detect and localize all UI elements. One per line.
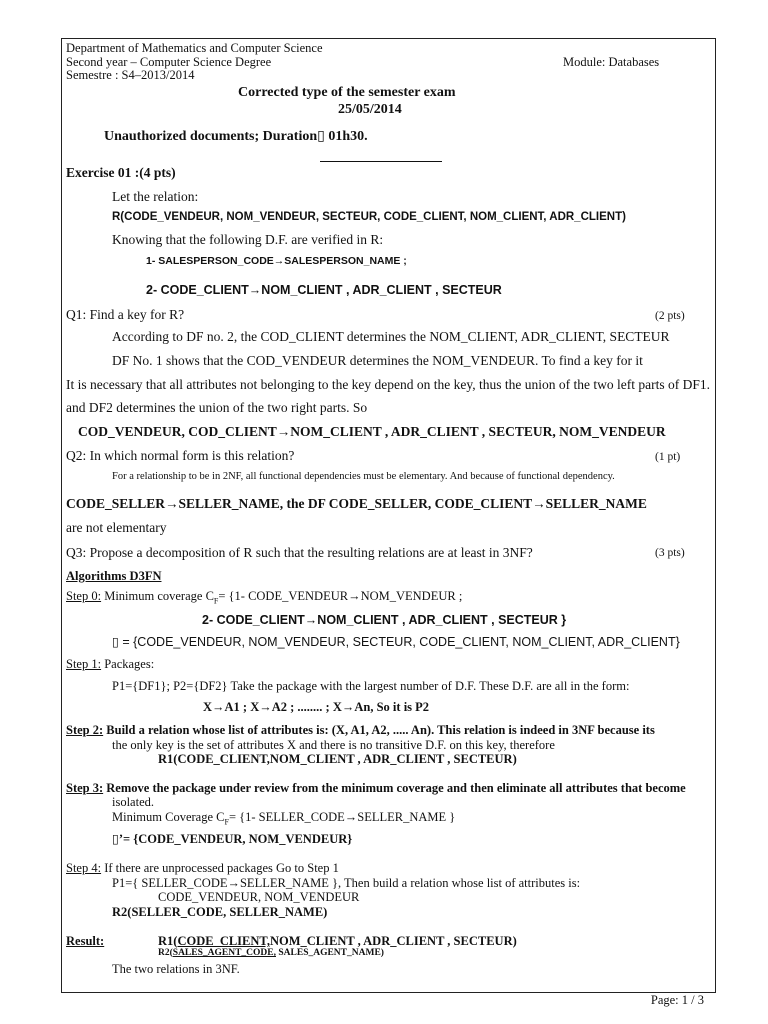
result-r2 (158, 949, 384, 959)
step4-line (66, 862, 339, 875)
step3-coverage-text: Minimum Coverage C (112, 810, 225, 824)
step4-text: If there are unprocessed packages Go to Step 1 (101, 861, 339, 875)
q1-answer-2: DF No. 1 shows that the COD_VENDEUR determines the NOM_VENDEUR. To find a key for it (112, 353, 643, 368)
step3-line (66, 782, 686, 795)
step3-isolated: isolated. (112, 795, 155, 809)
q1-question: Q1: Find a key for R? (66, 307, 185, 322)
step0-subscript: F (213, 596, 219, 606)
exercise-knowing: Knowing that the following D.F. are verified in R: (112, 232, 384, 247)
module-text: Module: Databases (563, 55, 660, 69)
step4-attributes: CODE_VENDEUR, NOM_VENDEUR (158, 890, 360, 904)
q2-answer-2: CODE_SELLER→SELLER_NAME, the DF CODE_SELLER, CODE_CLIENT→SELLER_NAME (66, 496, 647, 511)
page-number: Page: 1 / 3 (650, 993, 704, 1007)
title-separator (320, 161, 442, 162)
q3-points: (3 pts) (655, 547, 685, 559)
exercise-let: Let the relation: (112, 189, 199, 204)
step3-text: Remove the package under review from the minimum coverage and then eliminate all attributes that become (103, 781, 686, 795)
step4-packages: P1={ SELLER_CODE→SELLER_NAME }, Then build a relation whose list of attributes is: (112, 876, 581, 890)
result-label: Result: (66, 934, 105, 948)
q1-answer-1: According to DF no. 2, the COD_CLIENT determines the NOM_CLIENT, ADR_CLIENT, SECTEUR (112, 329, 670, 344)
exam-rules: Unauthorized documents; Duration▯ 01h30. (104, 129, 368, 144)
q1-points: (2 pts) (655, 310, 685, 322)
q1-key: COD_VENDEUR, COD_CLIENT→NOM_CLIENT , ADR_CLIENT , SECTEUR, NOM_VENDEUR (78, 424, 666, 439)
result-conclusion: The two relations in 3NF. (112, 962, 240, 976)
semester-text: Semestre : S4–2013/2014 (66, 68, 195, 82)
result-r2-rest: SALES_AGENT_NAME) (276, 948, 384, 958)
step1-label: Step 1: (66, 657, 102, 671)
step0-text-2: = {1- CODE_VENDEUR→NOM_VENDEUR ; (218, 589, 463, 603)
df1-text: 1- SALESPERSON_CODE→SALESPERSON_NAME ; (146, 255, 407, 267)
step3-subscript: F (224, 817, 229, 827)
step1-packages: P1={DF1}; P2={DF2} Take the package with the largest number of D.F. These D.F. are all in the form: (112, 679, 630, 693)
department-text: Department of Mathematics and Computer Science (66, 41, 323, 55)
step0-text: Minimum coverage C (101, 589, 214, 603)
step3-attributes: ▯’= {CODE_VENDEUR, NOM_VENDEUR} (112, 832, 353, 846)
step0-label: Step 0: (66, 589, 102, 603)
step1-line (66, 658, 154, 671)
q3-question: Q3: Propose a decomposition of R such that the resulting relations are at least in 3NF? (66, 545, 533, 560)
q1-answer-4: and DF2 determines the union of the two right parts. So (66, 400, 368, 415)
step2-text-2: the only key is the set of attributes X and there is no transitive D.F. on this key, therefore (112, 738, 555, 752)
step2-r1: R1(CODE_CLIENT,NOM_CLIENT , ADR_CLIENT , SECTEUR) (158, 752, 517, 766)
step2-text: Build a relation whose list of attributes is: (X, A1, A2, ..... An). This relation is indeed in 3NF because its (103, 723, 655, 737)
q1-answer-3: It is necessary that all attributes not belonging to the key depend on the key, thus the union of the two left parts of DF1. (66, 377, 710, 392)
step0-df2: 2- CODE_CLIENT→NOM_CLIENT , ADR_CLIENT , SECTEUR } (202, 613, 567, 627)
result-r1-prefix: R1( (158, 934, 178, 948)
step4-label: Step 4: (66, 861, 102, 875)
step3-coverage-text-2: = {1- SELLER_CODE→SELLER_NAME } (228, 810, 456, 824)
step0-attributes: ▯ = {CODE_VENDEUR, NOM_VENDEUR, SECTEUR, CODE_CLIENT, NOM_CLIENT, ADR_CLIENT} (112, 635, 680, 649)
step3-label: Step 3: (66, 781, 104, 795)
year-text: Second year – Computer Science Degree (66, 55, 272, 69)
result-r1 (158, 935, 517, 948)
exam-title: Corrected type of the semester exam (238, 85, 456, 100)
algorithm-heading: Algorithms D3FN (66, 569, 162, 583)
step4-r2: R2(SELLER_CODE, SELLER_NAME) (112, 905, 328, 919)
result-r2-key: SALES_AGENT_CODE, (172, 948, 276, 958)
exam-date: 25/05/2014 (338, 102, 402, 117)
step1-text: Packages: (101, 657, 155, 671)
relation-r: R(CODE_VENDEUR, NOM_VENDEUR, SECTEUR, CODE_CLIENT, NOM_CLIENT, ADR_CLIENT) (112, 211, 626, 223)
step2-label: Step 2: (66, 723, 104, 737)
step1-form: X→A1 ; X→A2 ; ........ ; X→An, So it is P2 (203, 700, 430, 714)
q2-points: (1 pt) (655, 451, 681, 463)
result-r1-key: CODE_CLIENT, (177, 934, 270, 948)
step0-line (66, 590, 462, 606)
q2-answer-1: For a relationship to be in 2NF, all functional dependencies must be elementary. And because of functional dependency. (112, 471, 615, 482)
result-r2-prefix: R2( (158, 948, 173, 958)
step2-line (66, 724, 655, 737)
step3-coverage (112, 811, 455, 827)
page-border (61, 38, 716, 993)
q2-question: Q2: In which normal form is this relation? (66, 448, 295, 463)
q2-answer-3: are not elementary (66, 520, 167, 535)
df2-text: 2- CODE_CLIENT→NOM_CLIENT , ADR_CLIENT , SECTEUR (146, 283, 502, 297)
exercise-heading: Exercise 01 :(4 pts) (66, 165, 176, 180)
result-r1-rest: NOM_CLIENT , ADR_CLIENT , SECTEUR) (269, 934, 517, 948)
